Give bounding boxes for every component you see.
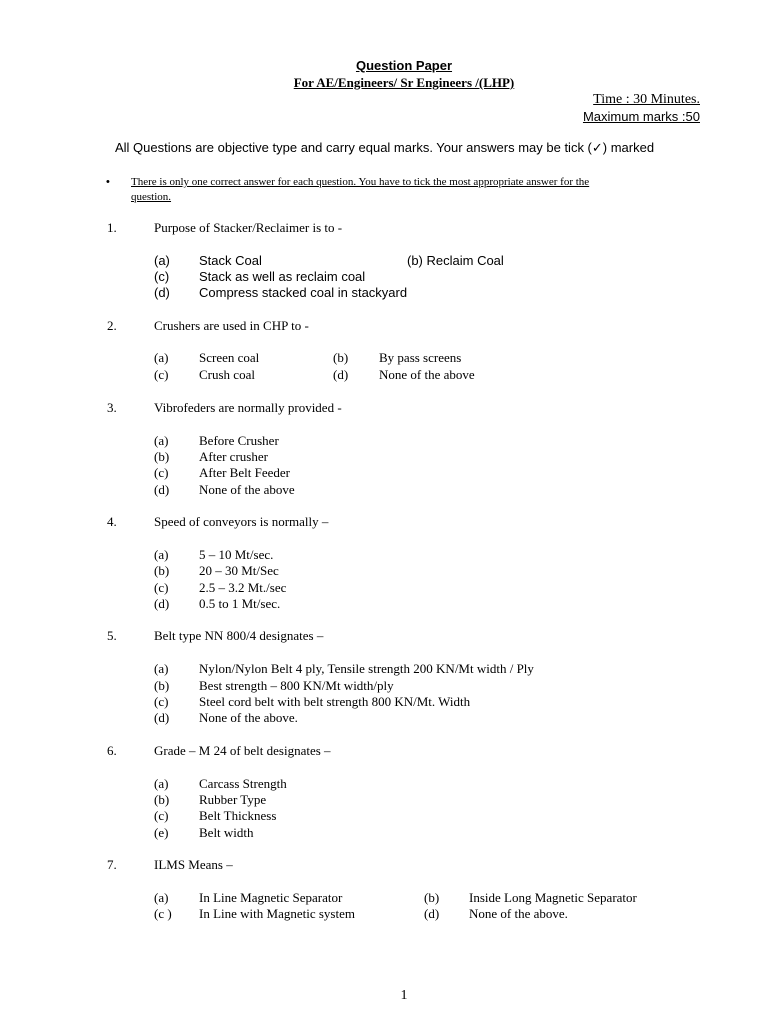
option-text: Before Crusher — [199, 433, 279, 448]
option-label: (e) — [154, 825, 169, 840]
document-title: Question Paper — [355, 58, 453, 73]
question-number: 4. — [107, 514, 117, 529]
question-number: 5. — [107, 628, 117, 643]
note-bullet: • — [106, 176, 110, 188]
option-label: (d) — [333, 367, 349, 382]
question-text: Belt type NN 800/4 designates – — [154, 628, 324, 643]
option-text: By pass screens — [379, 350, 462, 365]
question-number: 2. — [107, 318, 117, 333]
option-text: Steel cord belt with belt strength 800 KN/Mt. Width — [199, 694, 471, 709]
option-text: After crusher — [199, 449, 268, 464]
option-label: (b) — [154, 792, 170, 807]
question-number: 6. — [107, 743, 117, 758]
option-text: (b) Reclaim Coal — [407, 253, 504, 268]
question-text: Crushers are used in CHP to - — [154, 318, 309, 333]
option-text: Nylon/Nylon Belt 4 ply, Tensile strength 200 KN/Mt width / Ply — [199, 661, 534, 676]
option-label: (d) — [424, 906, 440, 921]
option-label: (c ) — [154, 906, 172, 921]
option-text: None of the above — [199, 482, 295, 497]
page-number: 1 — [400, 988, 408, 1003]
question-text: Grade – M 24 of belt designates – — [154, 743, 331, 758]
note-text-line-2: question. — [131, 191, 172, 203]
option-text: Best strength – 800 KN/Mt width/ply — [199, 678, 394, 693]
option-label: (a) — [154, 433, 169, 448]
option-label: (b) — [154, 449, 170, 464]
question-text: Purpose of Stacker/Reclaimer is to - — [154, 220, 343, 235]
option-label: (b) — [424, 890, 440, 905]
option-text: Stack as well as reclaim coal — [199, 269, 366, 284]
option-text: Carcass Strength — [199, 776, 287, 791]
time-limit: Time : 30 Minutes. — [593, 92, 700, 107]
question-text: Vibrofeders are normally provided - — [154, 400, 342, 415]
option-text: 20 – 30 Mt/Sec — [199, 563, 279, 578]
option-label: (a) — [154, 547, 169, 562]
option-label: (d) — [154, 596, 170, 611]
option-text: 5 – 10 Mt/sec. — [199, 547, 274, 562]
option-label: (b) — [154, 678, 170, 693]
question-number: 3. — [107, 400, 117, 415]
question-text: ILMS Means – — [154, 857, 233, 872]
question-number: 7. — [107, 857, 117, 872]
note-text-line-1: There is only one correct answer for each question. You have to tick the most appropriate answer for the — [131, 176, 590, 188]
option-text: Belt width — [199, 825, 254, 840]
option-label: (c) — [154, 580, 169, 595]
option-label: (d) — [154, 482, 170, 497]
question-number: 1. — [107, 220, 117, 235]
option-label: (b) — [333, 350, 349, 365]
option-label: (a) — [154, 890, 169, 905]
option-text: None of the above. — [469, 906, 568, 921]
option-label: (c) — [154, 269, 170, 284]
option-label: (a) — [154, 253, 170, 268]
option-text: Belt Thickness — [199, 808, 277, 823]
option-label: (d) — [154, 285, 170, 300]
option-text: Screen coal — [199, 350, 260, 365]
option-text: Stack Coal — [199, 253, 262, 268]
option-label: (c) — [154, 367, 169, 382]
document-subtitle: For AE/Engineers/ Sr Engineers /(LHP) — [293, 75, 515, 90]
option-label: (d) — [154, 710, 170, 725]
option-label: (c) — [154, 694, 169, 709]
option-text: After Belt Feeder — [199, 465, 290, 480]
option-text: Crush coal — [199, 367, 255, 382]
option-text: Inside Long Magnetic Separator — [469, 890, 637, 905]
option-text: 0.5 to 1 Mt/sec. — [199, 596, 281, 611]
option-text: In Line Magnetic Separator — [199, 890, 343, 905]
option-label: (a) — [154, 661, 169, 676]
option-text: None of the above. — [199, 710, 298, 725]
question-text: Speed of conveyors is normally – — [154, 514, 329, 529]
option-text: In Line with Magnetic system — [199, 906, 355, 921]
option-text: Compress stacked coal in stackyard — [199, 285, 408, 300]
option-label: (c) — [154, 465, 169, 480]
option-label: (a) — [154, 350, 169, 365]
option-label: (b) — [154, 563, 170, 578]
option-text: 2.5 – 3.2 Mt./sec — [199, 580, 287, 595]
instructions-line: All Questions are objective type and carry equal marks. Your answers may be tick (✓) marked — [115, 140, 655, 155]
option-text: None of the above — [379, 367, 475, 382]
option-label: (a) — [154, 776, 169, 791]
option-text: Rubber Type — [199, 792, 267, 807]
maximum-marks: Maximum marks :50 — [582, 109, 700, 124]
option-label: (c) — [154, 808, 169, 823]
